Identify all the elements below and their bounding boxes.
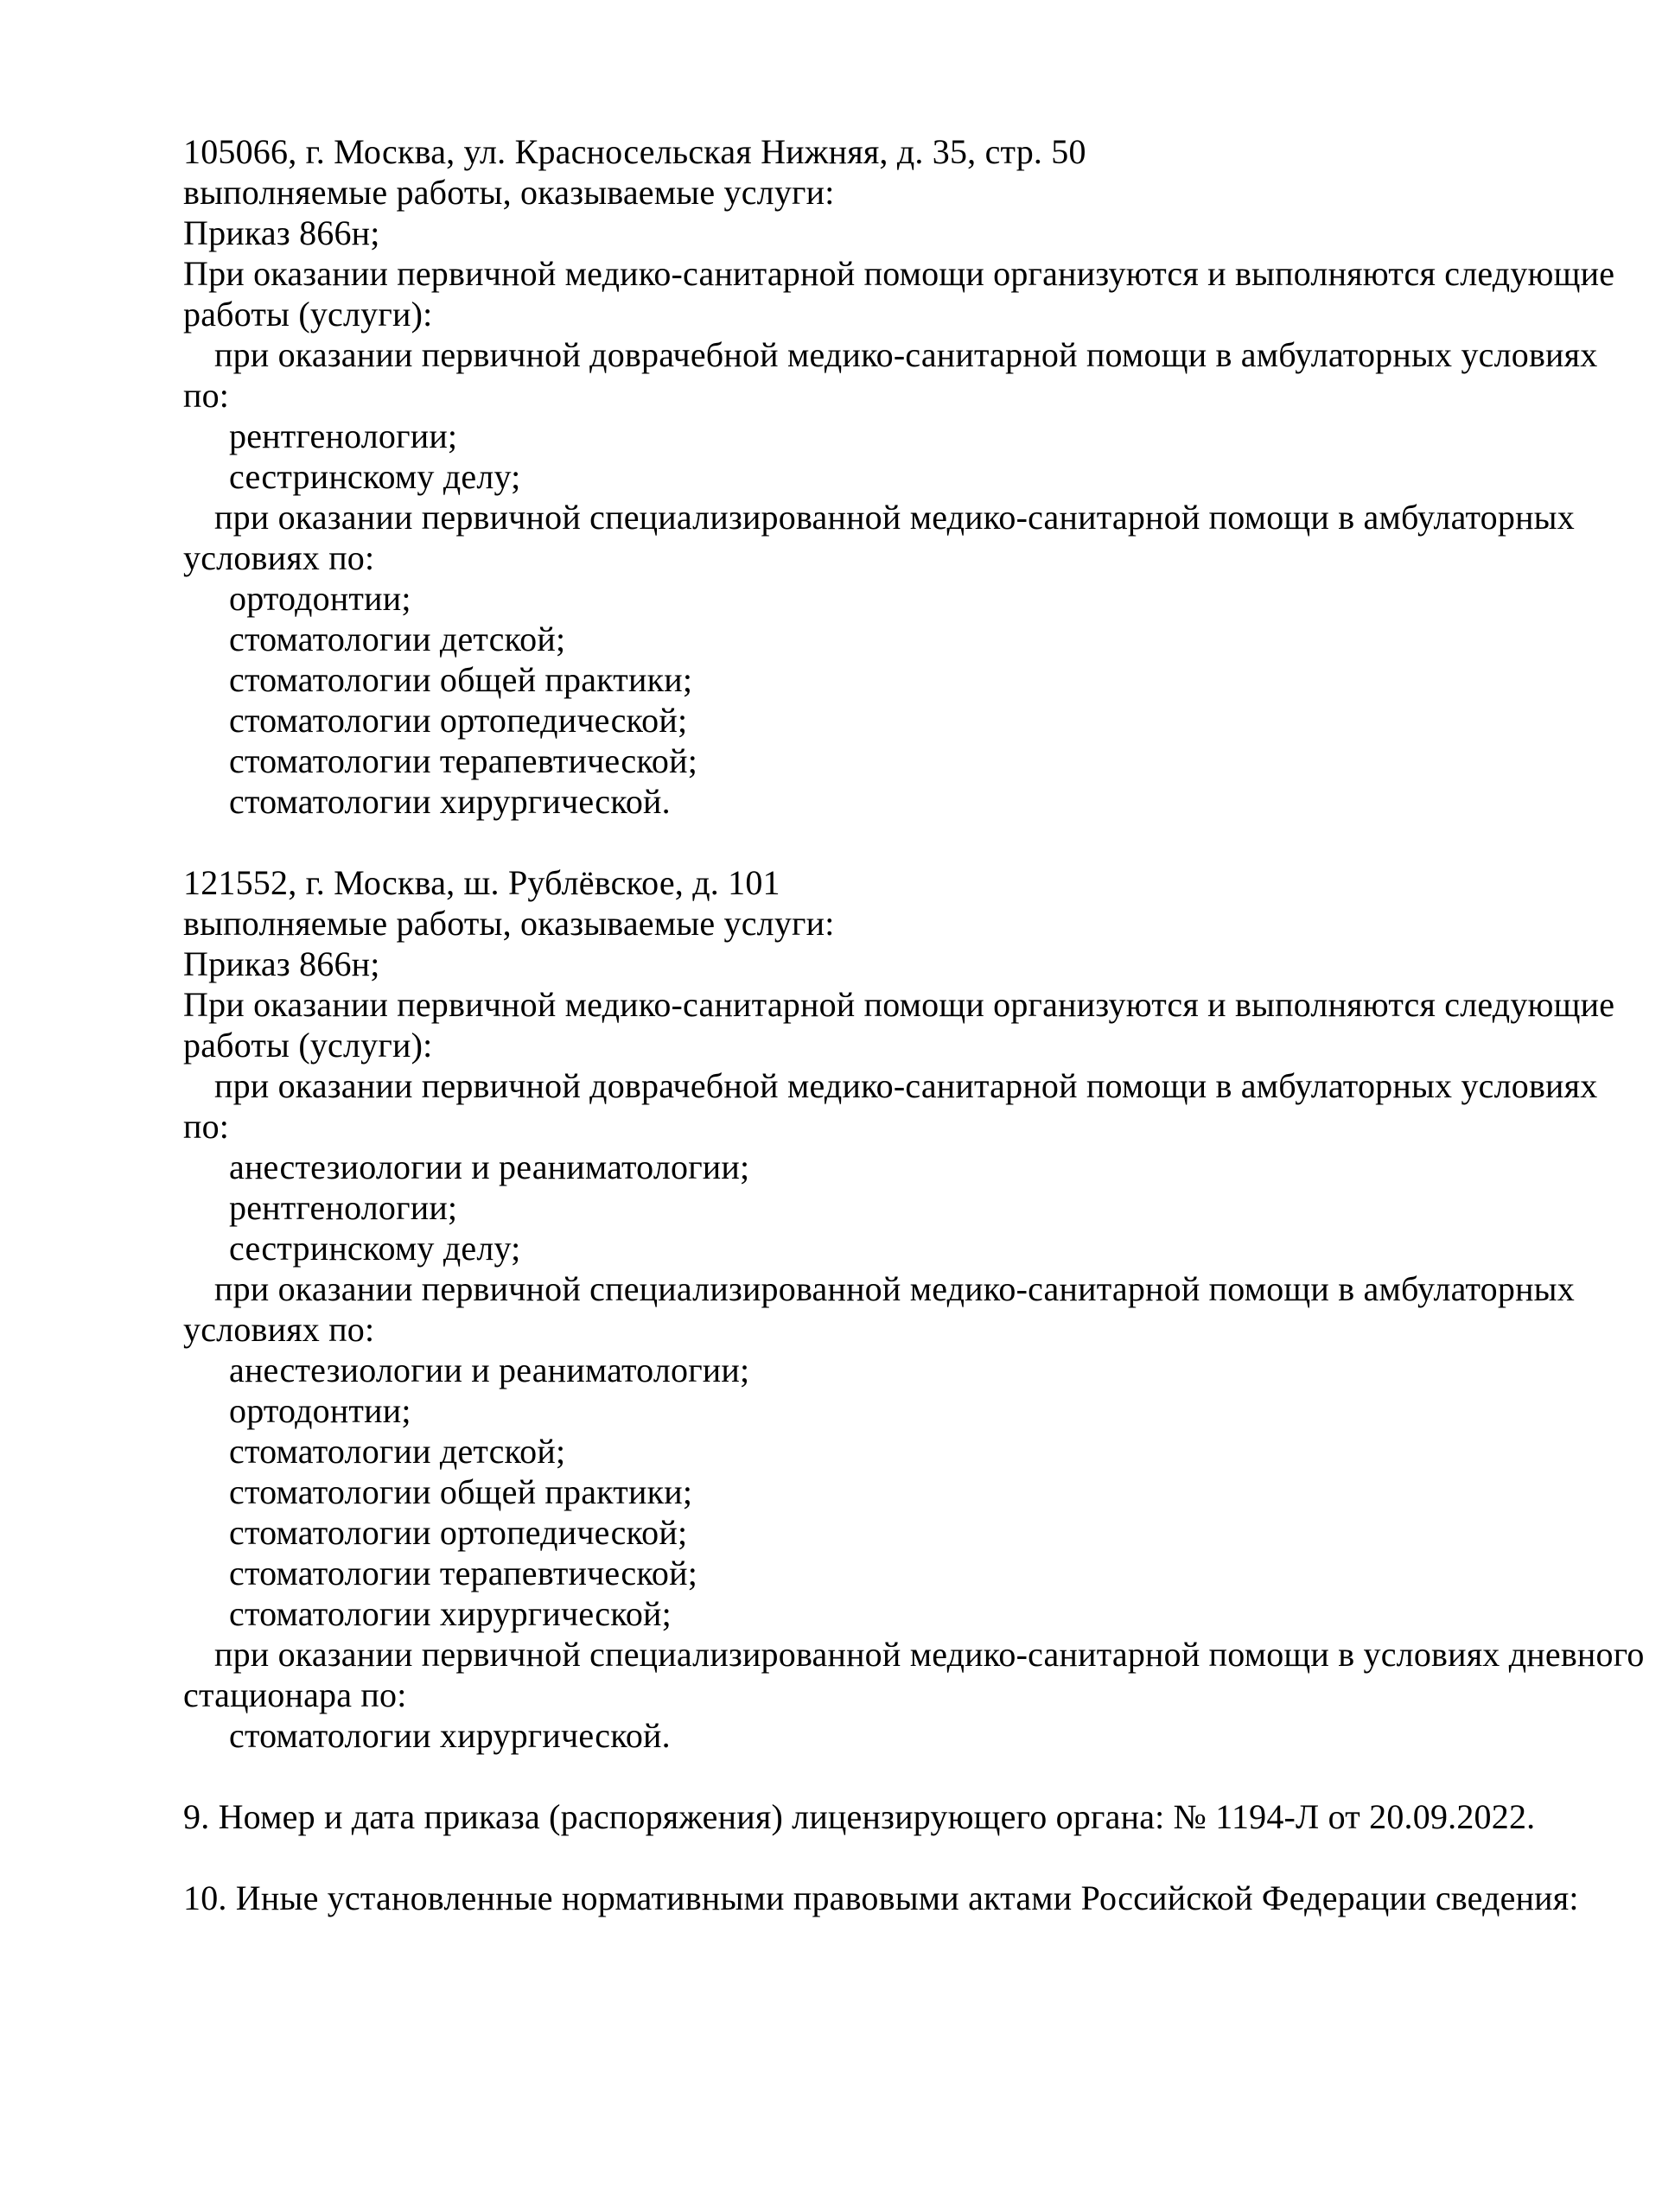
text-line: стоматологии ортопедической; — [229, 1513, 688, 1552]
text-line: При оказании первичной медико-санитарной помощи организуются и выполняются следующие — [183, 985, 1615, 1024]
text-line: стоматологии общей практики; — [229, 660, 693, 699]
text-line: работы (услуги): — [183, 1026, 433, 1065]
text-line: сестринскому делу; — [229, 457, 521, 496]
text-line: стационара по: — [183, 1675, 407, 1714]
text-line: 105066, г. Москва, ул. Красносельская Нижняя, д. 35, стр. 50 — [183, 132, 1086, 171]
text-line: анестезиологии и реаниматологии; — [229, 1351, 750, 1389]
text-line: 9. Номер и дата приказа (распоряжения) лицензирующего органа: № 1194-Л от 20.09.2022. — [183, 1797, 1536, 1836]
text-line: стоматологии общей практики; — [229, 1472, 693, 1511]
text-line: 10. Иные установленные нормативными правовыми актами Российской Федерации сведения: — [183, 1878, 1579, 1917]
text-line: стоматологии терапевтической; — [229, 741, 698, 780]
text-line: стоматологии терапевтической; — [229, 1554, 698, 1592]
text-line: Приказ 866н; — [183, 944, 380, 983]
address-block-1 — [183, 131, 1615, 822]
text-line: при оказании первичной специализированной медико-санитарной помощи в амбулаторных — [214, 498, 1575, 537]
text-line: выполняемые работы, оказываемые услуги: — [183, 904, 835, 943]
text-line: стоматологии детской; — [229, 620, 566, 658]
text-line: стоматологии хирургической. — [229, 1716, 671, 1755]
text-line: рентгенологии; — [229, 416, 458, 455]
text-line: выполняемые работы, оказываемые услуги: — [183, 173, 835, 212]
item-9-order-number — [183, 1796, 1576, 1837]
text-line: условиях по: — [183, 1310, 375, 1349]
text-line: при оказании первичной доврачебной медико-санитарной помощи в амбулаторных условиях — [214, 1066, 1598, 1105]
text-line: при оказании первичной доврачебной медико-санитарной помощи в амбулаторных условиях — [214, 335, 1598, 374]
text-line: по: — [183, 376, 230, 415]
text-line: при оказании первичной специализированной медико-санитарной помощи в условиях дневного — [214, 1635, 1645, 1674]
text-line: Приказ 866н; — [183, 213, 380, 252]
text-line: условиях по: — [183, 538, 375, 577]
text-line: стоматологии детской; — [229, 1432, 566, 1471]
text-line: стоматологии ортопедической; — [229, 701, 688, 740]
text-line: при оказании первичной специализированной медико-санитарной помощи в амбулаторных — [214, 1269, 1575, 1308]
text-line: стоматологии хирургической; — [229, 1594, 672, 1633]
text-line: ортодонтии; — [229, 579, 411, 618]
text-line: работы (услуги): — [183, 295, 433, 334]
item-10-other-info — [183, 1878, 1579, 1918]
license-text — [183, 131, 1645, 1918]
text-line: стоматологии хирургической. — [229, 782, 671, 821]
text-line: При оказании первичной медико-санитарной помощи организуются и выполняются следующие — [183, 254, 1615, 293]
text-line: анестезиологии и реаниматологии; — [229, 1147, 750, 1186]
text-line: сестринскому делу; — [229, 1229, 521, 1268]
text-line: рентгенологии; — [229, 1188, 458, 1227]
address-block-2 — [183, 862, 1645, 1756]
text-line: ортодонтии; — [229, 1391, 411, 1430]
text-line: по: — [183, 1107, 230, 1146]
text-line: 121552, г. Москва, ш. Рублёвское, д. 101 — [183, 863, 780, 902]
